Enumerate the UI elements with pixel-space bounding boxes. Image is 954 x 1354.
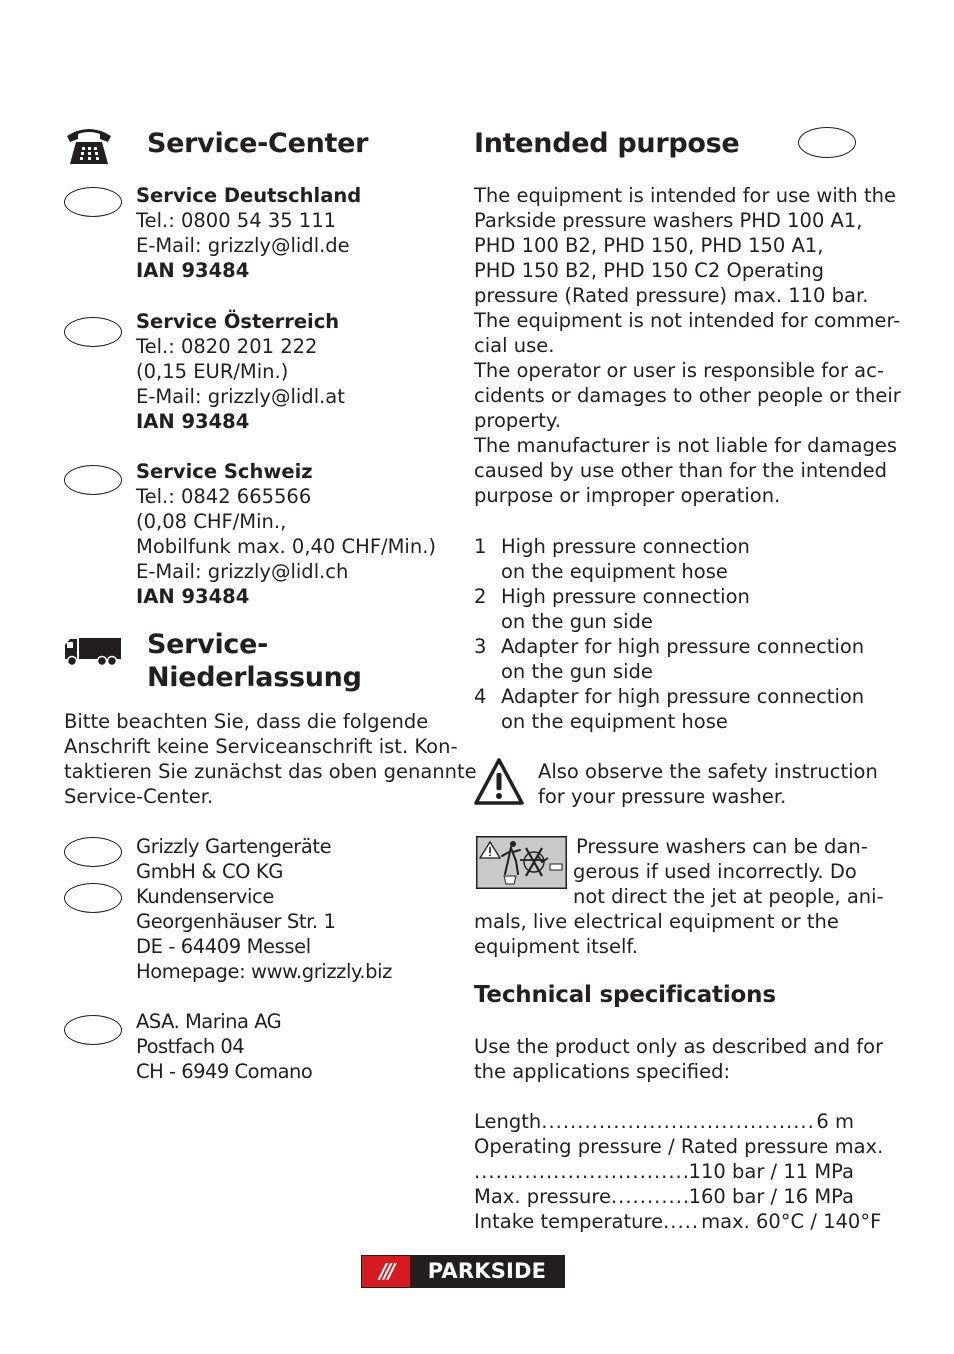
technical-specifications-heading: Technical specifications (474, 982, 776, 1008)
niederlassung-note (64, 709, 477, 809)
service-switzerland-rate: (0,08 CHF/Min., (136, 510, 287, 533)
spec-label: Intake temperature (474, 1210, 664, 1233)
part-number: 4 (474, 685, 487, 708)
part-label: on the gun side (501, 660, 653, 683)
part-number: 2 (474, 585, 487, 608)
address-line: GmbH & CO KG (136, 860, 284, 883)
truck-icon (64, 637, 122, 667)
note-line: taktieren Sie zunächst das oben genannte (64, 760, 477, 783)
niederlassung-heading-line1: Service- (147, 629, 269, 660)
spec-value: max. 60°C / 140°F (701, 1210, 882, 1233)
danger-note-line: Pressure washers can be dan- (576, 835, 868, 858)
part-label: High pressure connection (501, 585, 750, 608)
spec-operating-label: Operating pressure / Rated pressure max. (474, 1135, 884, 1158)
address-line: Georgenhäuser Str. 1 (136, 910, 336, 933)
spec-label: Length (474, 1110, 542, 1133)
address-ch (136, 1009, 312, 1084)
danger-note-line: mals, live electrical equipment or the (474, 910, 839, 933)
safety-note (538, 759, 878, 809)
note-line: Bitte beachten Sie, dass die folgende (64, 710, 429, 733)
country-flag-oval-at (64, 317, 122, 347)
service-germany-email: E-Mail: grizzly@lidl.de (136, 234, 350, 257)
part-label: High pressure connection (501, 535, 750, 558)
danger-note-line: gerous if used incorrectly. Do (573, 860, 857, 883)
service-switzerland-email: E-Mail: grizzly@lidl.ch (136, 560, 349, 583)
spec-value: 6 m (816, 1110, 854, 1133)
niederlassung-heading (147, 628, 362, 694)
specs-list (474, 1109, 883, 1234)
service-switzerland-tel: Tel.: 0842 665566 (136, 485, 312, 508)
service-center-heading: Service-Center (147, 128, 369, 159)
country-flag-oval-ch (64, 465, 122, 495)
service-germany (136, 183, 361, 283)
purpose-line: pressure (Rated pressure) max. 110 bar. (474, 284, 869, 307)
safety-note-line: for your pressure washer. (538, 785, 787, 808)
purpose-line: The manufacturer is not liable for damages (474, 434, 897, 457)
spec-length (474, 1109, 854, 1134)
parkside-logo (361, 1255, 565, 1288)
parts-list-item (474, 634, 865, 684)
warning-triangle-icon (474, 757, 524, 807)
service-switzerland-ian: IAN 93484 (136, 585, 250, 608)
danger-note-line: not direct the jet at people, ani- (573, 885, 884, 908)
language-flag-oval (798, 127, 856, 158)
part-label: Adapter for high pressure connection (501, 685, 865, 708)
part-label: on the gun side (501, 610, 653, 633)
address-line: CH - 6949 Comano (136, 1060, 313, 1083)
country-flag-oval-de (64, 187, 122, 217)
part-number: 1 (474, 535, 487, 558)
part-label: on the equipment hose (501, 560, 728, 583)
part-label: Adapter for high pressure connection (501, 635, 865, 658)
purpose-line: caused by use other than for the intended (474, 459, 887, 482)
note-line: Service-Center. (64, 785, 214, 808)
service-germany-ian: IAN 93484 (136, 259, 250, 282)
address-line: Grizzly Gartengeräte (136, 835, 332, 858)
niederlassung-heading-line2: Niederlassung (147, 662, 362, 693)
service-switzerland (136, 459, 436, 609)
service-switzerland-mobile: Mobilfunk max. 0,40 CHF/Min.) (136, 535, 437, 558)
address-line: ASA. Marina AG (136, 1010, 282, 1033)
service-austria-ian: IAN 93484 (136, 410, 250, 433)
address-line: DE - 64409 Messel (136, 935, 311, 958)
part-label: on the equipment hose (501, 710, 728, 733)
purpose-line: PHD 150 B2, PHD 150 C2 Operating (474, 259, 825, 282)
safety-note-line: Also observe the safety instruction (538, 760, 878, 783)
address-line: Postfach 04 (136, 1035, 245, 1058)
address-homepage: Homepage: www.grizzly.biz (136, 960, 393, 983)
purpose-line: PHD 100 B2, PHD 150, PHD 150 A1, (474, 234, 824, 257)
danger-note-line: equipment itself. (474, 935, 639, 958)
purpose-line: cidents or damages to other people or their (474, 384, 901, 407)
intended-purpose-text (474, 183, 901, 508)
note-line: Anschrift keine Serviceanschrift ist. Kon- (64, 735, 458, 758)
parts-list-item (474, 534, 854, 584)
service-germany-title: Service Deutschland (136, 184, 362, 207)
telephone-icon (64, 124, 114, 166)
purpose-line: The equipment is not intended for commer- (474, 309, 901, 332)
spec-value: 160 bar / 16 MPa (688, 1185, 854, 1208)
service-austria (136, 309, 345, 434)
purpose-line: cial use. (474, 334, 555, 357)
danger-note (474, 834, 884, 959)
technical-intro (474, 1034, 883, 1084)
address-line: Kundenservice (136, 885, 274, 908)
purpose-line: The equipment is intended for use with the (474, 184, 896, 207)
spec-operating (474, 1159, 854, 1184)
purpose-line: purpose or improper operation. (474, 484, 781, 507)
country-flag-oval-de-address (64, 837, 122, 867)
spec-label: Max. pressure (474, 1185, 611, 1208)
technical-intro-line: the applications specified: (474, 1060, 731, 1083)
parkside-logo-stripes: /// (362, 1256, 410, 1287)
spec-value: 110 bar / 11 MPa (688, 1160, 854, 1183)
technical-intro-line: Use the product only as described and for (474, 1035, 884, 1058)
service-austria-title: Service Österreich (136, 310, 340, 333)
purpose-line: Parkside pressure washers PHD 100 A1, (474, 209, 863, 232)
spec-intake-temperature (474, 1209, 882, 1234)
intended-purpose-heading: Intended purpose (474, 128, 740, 159)
parkside-logo-name: PARKSIDE (427, 1259, 547, 1283)
service-austria-tel: Tel.: 0820 201 222 (136, 335, 318, 358)
part-number: 3 (474, 635, 487, 658)
purpose-line: property. (474, 409, 561, 432)
purpose-line: The operator or user is responsible for ac- (474, 359, 884, 382)
spec-max-pressure (474, 1184, 854, 1209)
service-austria-rate: (0,15 EUR/Min.) (136, 360, 289, 383)
service-austria-email: E-Mail: grizzly@lidl.at (136, 385, 345, 408)
parts-list-item (474, 684, 865, 734)
parts-list-item (474, 584, 854, 634)
country-flag-oval-at-address (64, 883, 122, 913)
service-switzerland-title: Service Schweiz (136, 460, 313, 483)
service-germany-tel: Tel.: 0800 54 35 111 (136, 209, 337, 232)
country-flag-oval-ch-address (64, 1015, 122, 1045)
address-de (136, 834, 392, 984)
